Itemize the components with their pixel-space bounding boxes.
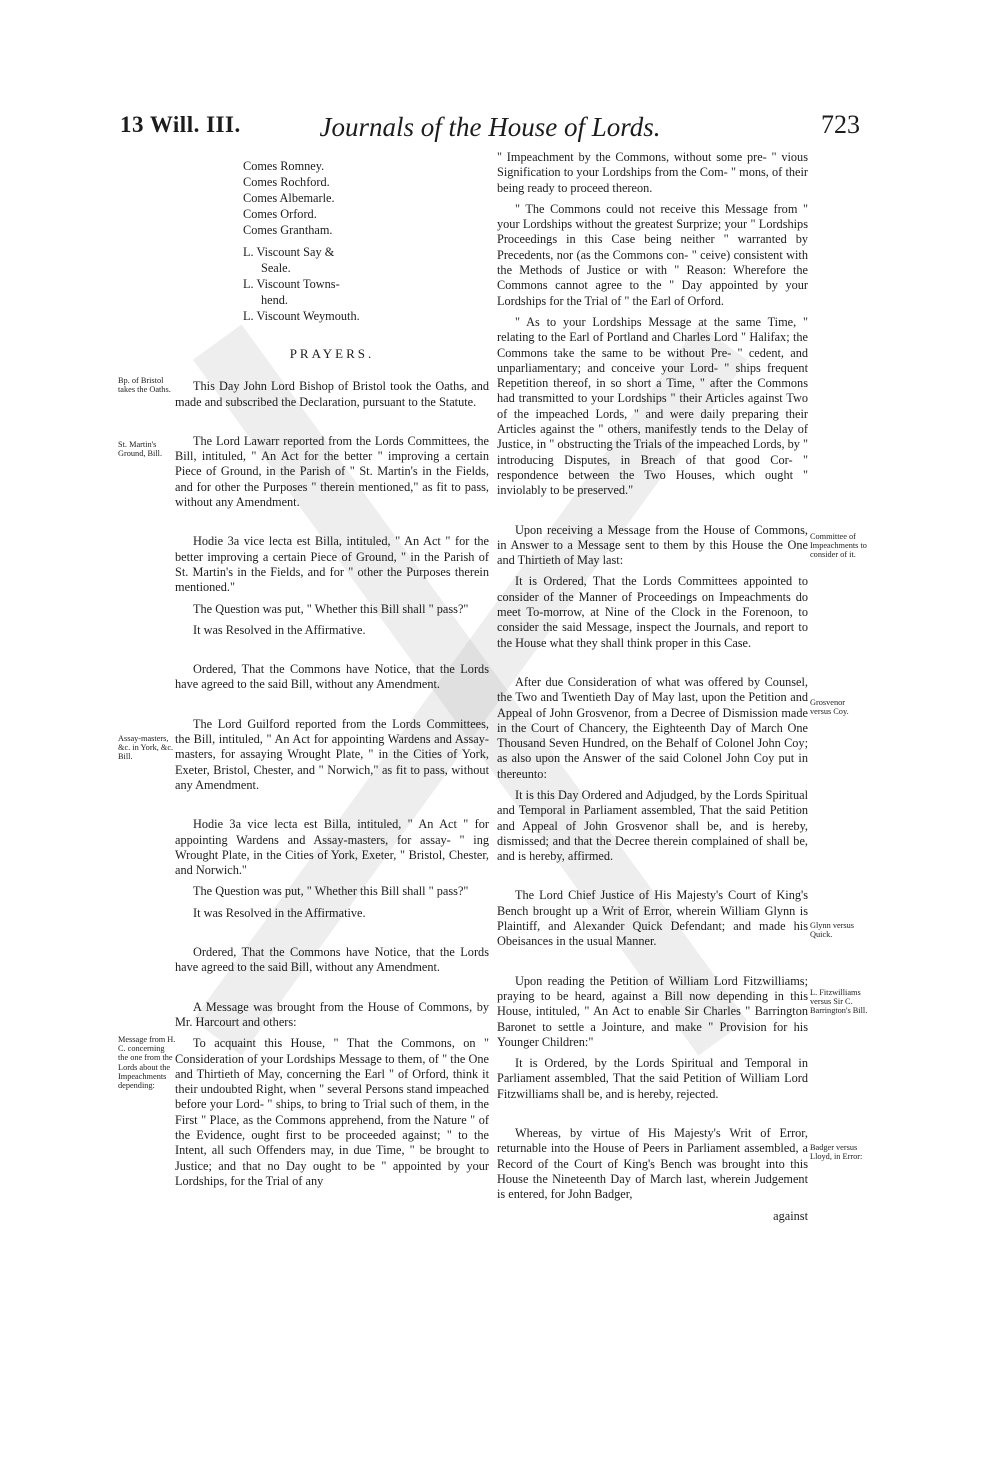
margin-note: Committee of Impeachments to consider of it. (810, 532, 867, 560)
paragraph: The Question was put, " Whether this Bill shall " pass?" (193, 884, 469, 899)
attendee-name: Comes Grantham. (243, 223, 333, 237)
paragraph: To acquaint this House, " That the Commons, on " Consideration of your Lordships Message to them, of " the One and Thirtieth of May, concerning the Earl " of Orford, think it their undoubted Right, when " several Persons stand impeached before your Lord- " ships, to bring to Trial such of them, in the First " Place, as the Commons apprehend, from the Nature " of the Evidence, ought first to be proceeded against; " to the Intent, all such Offenders may, in due Time, " be brought to Justice; and that no Day ought to be " appointed by your Lordships, for the Trial of any (175, 1036, 489, 1188)
paragraph: " The Commons could not receive this Message from " your Lordships without the greatest Surprize; your " Lordships Proceedings in this Case being neither " warranted by Precedents, nor (as the Commons con- " ceive) consistent with the Methods of Justice or with " Reason: Wherefore the Commons cannot agree to the " Day appointed by your Lordships for the Trial of " the Earl of Orford. (497, 201, 808, 308)
margin-note: L. Fitzwilliams versus Sir C. Barrington's Bill. (810, 988, 868, 1016)
margin-note: Message from H. C. concerning the one from the Lords about the Impeachments depending: (118, 1035, 176, 1091)
paragraph: " As to your Lordships Message at the same Time, " relating to the Earl of Portland and Charles Lord " Halifax; the Commons take the same to be without Pre- " cedent, and unparliamentary; and conceive your Lord- " ships frequent Repetition thereof, in so short a Time, " after the Commons had transmitted to your Lordships " their Articles against Two of the impeached Lords, " and were daily preparing their Articles against the " others, manifestly tends to the Delay of Justice, in " obstructing the Trials of the impeached Lords, by " introducing Disputes, in Breach of that good Cor- " respondence between the Two Houses, which ought " inviolably to be preserved." (497, 314, 808, 498)
attendee-name: Seale. (261, 261, 291, 275)
margin-note: Bp. of Bristol takes the Oaths. (118, 376, 171, 395)
attendee-name: hend. (261, 293, 288, 307)
paragraph: It is Ordered, by the Lords Spiritual and Temporal in Parliament assembled, That the said Petition of William Lord Fitzwilliams shall be, and is hereby, rejected. (497, 1056, 808, 1101)
paragraph: It was Resolved in the Affirmative. (193, 622, 366, 637)
paragraph: The Lord Lawarr reported from the Lords Committees, the Bill, intituled, " An Act for the better " improving a certain Piece of Ground, in the Parish of " St. Martin's in the Fields, and for other the Purposes " therein mentioned," as fit to pass, without any Amendment. (175, 433, 489, 510)
paragraph: It was Resolved in the Affirmative. (193, 905, 366, 920)
page-header (120, 112, 860, 146)
paragraph: The Question was put, " Whether this Bill shall " pass?" (193, 601, 469, 616)
attendee-name: L. Viscount Weymouth. (243, 309, 360, 323)
attendee-name: L. Viscount Towns- (243, 277, 340, 291)
page-number: 723 (821, 110, 860, 139)
paragraph: It is this Day Ordered and Adjudged, by the Lords Spiritual and Temporal in Parliament assembled, That the said Petition and Appeal of John Grosvenor shall be, and is hereby, dismissed; and that the Decree therein complained of shall be, and is hereby, affirmed. (497, 787, 808, 864)
paragraph: The Lord Chief Justice of His Majesty's Court of King's Bench brought up a Writ of Error, wherein William Glynn is Plaintiff, and Alexander Quick Defendant; and made his Obeisances in the usual Manner. (497, 888, 808, 949)
paragraph: A Message was brought from the House of Commons, by Mr. Harcourt and others: (175, 999, 489, 1029)
attendee-name: Comes Romney. (243, 159, 325, 173)
paragraph: It is Ordered, That the Lords Committees appointed to consider of the Manner of Proceedings on Impeachments do meet To-morrow, at Nine of the Clock in the Forenoon, to consider the said Message, inspect the Journals, and report to the House what they shall think proper in this Case. (497, 574, 808, 650)
paragraph: Ordered, That the Commons have Notice, that the Lords have agreed to the said Bill, without any Amendment. (175, 945, 489, 975)
attendee-name: L. Viscount Say & (243, 245, 335, 259)
paragraph: After due Consideration of what was offered by Counsel, the Two and Twentieth Day of May last, upon the Petition and Appeal of John Grosvenor, from a Decree of Dismission made in the Court of Chancery, the Eighteenth Day of March One Thousand Seven Hundred, on the Behalf of Colonel John Coy; as also upon the Answer of the said Colonel John Coy put in thereunto: (497, 674, 808, 781)
paragraph: The Lord Guilford reported from the Lords Committees, the Bill, intituled, " An Act for appointing Wardens and Assay-masters, for assaying Wrought Plate, " in the Cities of York, Exeter, Bristol, Chester, and " Norwich," as fit to pass, without any Amendment. (175, 716, 489, 792)
paragraph: Whereas, by virtue of His Majesty's Writ of Error, returnable into the House of Peers in Parliament assembled, a Record of the Court of King's Bench was brought into this House the Nineteenth Day of March last, wherein Judgement is entered, for John Badger, (497, 1126, 808, 1202)
margin-note: Assay-masters, &c. in York, &c. Bill. (118, 734, 174, 762)
paragraph: Ordered, That the Commons have Notice, that the Lords have agreed to the said Bill, without any Amendment. (175, 662, 489, 692)
prayers-heading: PRAYERS. (289, 346, 375, 361)
margin-note: Badger versus Lloyd, in Error: (810, 1143, 863, 1162)
journal-title: Journals of the House of Lords. (319, 112, 661, 142)
paragraph: This Day John Lord Bishop of Bristol took the Oaths, and made and subscribed the Declaration, pursuant to the Statute. (175, 379, 489, 409)
paragraph: Upon receiving a Message from the House of Commons, in Answer to a Message sent to them by this House the One and Thirtieth of May last: (497, 522, 808, 568)
attendee-name: Comes Albemarle. (243, 191, 335, 205)
paragraph: Hodie 3a vice lecta est Billa, intituled, " An Act " for appointing Wardens and Assay-masters, for assay- " ing Wrought Plate, in the Cities of York, Exeter, " Bristol, Chester, and Norwich." (175, 817, 489, 878)
left-column (175, 158, 489, 1195)
attendance-list (243, 158, 489, 324)
attendee-name: Comes Orford. (243, 207, 317, 221)
paragraph: Upon reading the Petition of William Lord Fitzwilliams; praying to be heard, against a Bill now depending in this House, intituled, " An Act to enable Sir Charles " Barrington Baronet to settle a Jointure, and make " Provision for his Younger Children:" (497, 973, 808, 1049)
regnal-year: 13 Will. III. (120, 112, 241, 137)
paragraph: Hodie 3a vice lecta est Billa, intituled, " An Act " for the better improving a certain Piece of Ground, " in the Parish of St. Martin's in the Fields, and for " other the Purposes therein mentioned." (175, 534, 489, 595)
margin-note: Glynn versus Quick. (810, 921, 855, 940)
catchword: against (773, 1208, 808, 1223)
margin-note: St. Martin's Ground, Bill. (118, 440, 163, 459)
attendee-name: Comes Rochford. (243, 175, 330, 189)
margin-note: Grosvenor versus Coy. (810, 698, 849, 717)
right-column (497, 150, 808, 1224)
paragraph: " Impeachment by the Commons, without some pre- " vious Signification to your Lordships from the Com- " mons, of their being ready to proceed thereon. (497, 150, 808, 195)
